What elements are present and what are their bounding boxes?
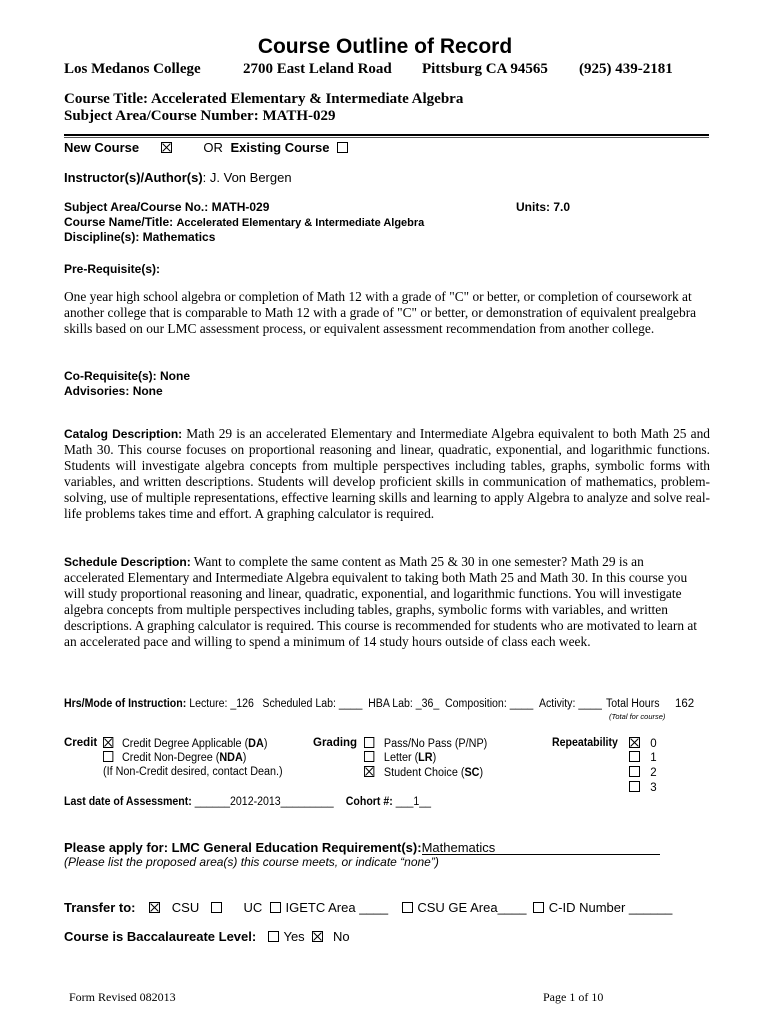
instructor-value: : J. Von Bergen xyxy=(202,170,292,185)
grading-sc-label: Student Choice ( xyxy=(383,767,465,779)
schedule-description xyxy=(64,554,704,650)
grading-option-lr xyxy=(364,751,436,764)
cohort-label: Cohort #: xyxy=(345,796,393,808)
baccalaureate-no-label: No xyxy=(332,929,350,944)
new-course-checkbox[interactable] xyxy=(161,142,172,153)
catalog-text: Math 29 is an accelerated Elementary and Intermediate Algebra equivalent to both Math 25 and Math 30. This course focuses on proportional reasoning and linear, quadratic, exponential, and logarithmic functions. Students will investigate algebra concepts from multiple perspectives including tables, graphs, symbolic forms with variables, and written descriptions. Students will develop proficient skills in communication of mathematics, problem-solving, use of multiple representations, effective learning skills and learning to apply Algebra to analyze and solve real-life problems takes time and effort. A graphing calculator is required. xyxy=(64,426,710,521)
instructor-label: Instructor(s)/Author(s) xyxy=(64,170,203,185)
hours-lecture: Lecture: _126 xyxy=(189,698,254,710)
transfer-uc-checkbox[interactable] xyxy=(211,902,222,913)
baccalaureate-yes-checkbox[interactable] xyxy=(268,931,279,942)
new-course-label: New Course xyxy=(64,140,140,155)
transfer-cid-checkbox[interactable] xyxy=(533,902,544,913)
transfer-igetc-label: IGETC Area ____ xyxy=(285,900,389,915)
repeat-3-label: 3 xyxy=(650,782,657,794)
instructor-row xyxy=(64,170,292,185)
course-name-value: Accelerated Elementary & Intermediate Algebra xyxy=(176,217,425,229)
grading-sc-close: ) xyxy=(479,767,484,779)
repeat-0-label: 0 xyxy=(650,738,657,750)
hours-sched-lab: Scheduled Lab: ____ xyxy=(262,698,363,710)
prereq-text: One year high school algebra or completion of Math 12 with a grade of "C" or better, or completion of coursework at another college that is comparable to Math 12 with a grade of "C" or better, or demonstration of equivalent prealgebra skills based on our LMC assessment process, or equivalent assessment recommendation from another college. xyxy=(64,289,697,336)
hours-row xyxy=(64,698,602,710)
page-title: Course Outline of Record xyxy=(257,35,513,58)
course-title: Course Title: Accelerated Elementary & Intermediate Algebra xyxy=(64,91,464,107)
college-address: 2700 East Leland Road xyxy=(243,61,392,77)
credit-nda-checkbox[interactable] xyxy=(103,751,113,762)
repeat-1-checkbox[interactable] xyxy=(629,751,640,762)
transfer-igetc-checkbox[interactable] xyxy=(270,902,281,913)
grading-sc-checkbox[interactable] xyxy=(364,766,374,777)
catalog-description xyxy=(64,426,710,522)
ge-row xyxy=(64,840,660,855)
hours-hba-lab: HBA Lab: _36_ xyxy=(368,698,440,710)
baccalaureate-row xyxy=(64,929,350,944)
ge-note-pre: (Please list the proposed area(s) this course meets, or indicate “ xyxy=(64,855,405,869)
discipline: Discipline(s): Mathematics xyxy=(64,230,216,244)
schedule-label: Schedule Description xyxy=(64,555,187,569)
baccalaureate-no-checkbox[interactable] xyxy=(312,931,323,942)
credit-option-da xyxy=(103,737,267,750)
repeat-3-checkbox[interactable] xyxy=(629,781,640,792)
schedule-text: Want to complete the same content as Math 25 & 30 in one semester? Math 29 is an accelerated Elementary and Intermediate Algebra equivalent to taking both Math 25 and Math 30. In this course you will study proportional reasoning and linear, quadratic, exponential, and logarithmic functions. You will investigate algebra concepts from multiple perspectives including tables, graphs, symbolic forms with variables, and written descriptions. A graphing calculator is required. This course is recommended for students who are motivated to learn at an accelerated pace and willing to spend a minimum of 14 study hours outside of class each week. xyxy=(64,554,698,649)
credit-da-label: Credit Degree Applicable ( xyxy=(121,738,249,750)
or-text: OR xyxy=(203,140,223,155)
course-type-row xyxy=(64,140,348,155)
credit-da-close: ) xyxy=(263,738,268,750)
ge-note xyxy=(64,855,439,869)
grading-lr-checkbox[interactable] xyxy=(364,751,374,762)
transfer-label: Transfer to: xyxy=(64,900,136,915)
transfer-csu-label: CSU xyxy=(171,900,200,915)
credit-nda-close: ) xyxy=(242,752,247,764)
credit-nda-label: Credit Non-Degree ( xyxy=(121,752,220,764)
subject-area-course-no: Subject Area/Course No.: MATH-029 xyxy=(64,200,270,214)
grading-option-pnp xyxy=(364,737,487,750)
grading-lr-close: ) xyxy=(432,752,437,764)
credit-noncredit-note: (If Non-Credit desired, contact Dean.) xyxy=(103,766,283,778)
existing-course-label: Existing Course xyxy=(230,140,330,155)
grading-lr-code: LR xyxy=(418,752,433,764)
assessment-label: Last date of Assessment: xyxy=(64,796,192,808)
credit-option-nda xyxy=(103,751,246,764)
ge-note-post: ”) xyxy=(430,855,439,869)
header-divider xyxy=(64,134,709,136)
ge-value: Mathematics xyxy=(422,841,660,855)
repeat-1-label: 1 xyxy=(650,752,657,764)
header-divider-thin xyxy=(64,137,709,138)
transfer-uc-label: UC xyxy=(243,900,263,915)
course-name-label: Course Name/Title: xyxy=(64,215,177,229)
course-name-row xyxy=(64,215,424,229)
credit-da-code: DA xyxy=(248,738,264,750)
footer-page-number: Page 1 of 10 xyxy=(543,990,604,1004)
hours-activity: Activity: ____ xyxy=(538,698,602,710)
catalog-colon: : xyxy=(178,427,183,441)
repeat-2-checkbox[interactable] xyxy=(629,766,640,777)
assessment-value: ______2012-2013_________ xyxy=(191,796,334,808)
total-hours-value: 162 xyxy=(675,698,695,710)
college-name: Los Medanos College xyxy=(64,61,201,77)
transfer-row xyxy=(64,900,672,915)
prereq-label: Pre-Requisite(s): xyxy=(64,262,161,276)
college-phone: (925) 439-2181 xyxy=(579,61,673,77)
hours-label: Hrs/Mode of Instruction: xyxy=(64,698,187,710)
repeat-2-label: 2 xyxy=(650,767,657,779)
repeatability-label: Repeatability xyxy=(552,737,618,749)
repeatability-option-1 xyxy=(629,751,657,764)
repeatability-option-2 xyxy=(629,766,657,779)
transfer-csuge-label: CSU GE Area____ xyxy=(417,900,527,915)
transfer-csu-checkbox[interactable] xyxy=(149,902,160,913)
total-hours-label: Total Hours xyxy=(606,698,660,710)
advisories: Advisories: None xyxy=(64,384,163,398)
schedule-colon: : xyxy=(186,555,191,569)
repeatability-option-0 xyxy=(629,737,657,750)
credit-nda-code: NDA xyxy=(219,752,243,764)
transfer-cid-label: C-ID Number ______ xyxy=(548,900,673,915)
grading-pnp-label: Pass/No Pass (P/NP) xyxy=(383,738,488,750)
grading-lr-label: Letter ( xyxy=(383,752,419,764)
catalog-label: Catalog Description xyxy=(64,427,179,441)
cohort-value: ___1__ xyxy=(392,796,432,808)
repeat-0-checkbox[interactable] xyxy=(629,737,640,748)
units: Units: 7.0 xyxy=(516,200,571,214)
footer-form-revised: Form Revised 082013 xyxy=(69,990,176,1004)
hours-composition: Composition: ____ xyxy=(445,698,534,710)
college-city: Pittsburg CA 94565 xyxy=(422,61,548,77)
grading-sc-code: SC xyxy=(464,767,480,779)
credit-da-checkbox[interactable] xyxy=(103,737,113,748)
existing-course-checkbox[interactable] xyxy=(337,142,348,153)
ge-note-none: none xyxy=(404,855,431,869)
subject-course-number: Subject Area/Course Number: MATH-029 xyxy=(64,108,336,124)
grading-label: Grading xyxy=(313,737,358,749)
assessment-row xyxy=(64,796,431,808)
repeatability-option-3 xyxy=(629,781,657,794)
grading-pnp-checkbox[interactable] xyxy=(364,737,374,748)
credit-label: Credit xyxy=(64,737,98,749)
corequisites: Co-Requisite(s): None xyxy=(64,369,190,383)
grading-option-sc xyxy=(364,766,483,779)
baccalaureate-yes-label: Yes xyxy=(283,929,305,944)
total-hours-note: (Total for course) xyxy=(609,712,666,721)
baccalaureate-label: Course is Baccalaureate Level: xyxy=(64,929,257,944)
transfer-csuge-checkbox[interactable] xyxy=(402,902,413,913)
ge-label: Please apply for: LMC General Education Requirement(s): xyxy=(64,840,422,855)
